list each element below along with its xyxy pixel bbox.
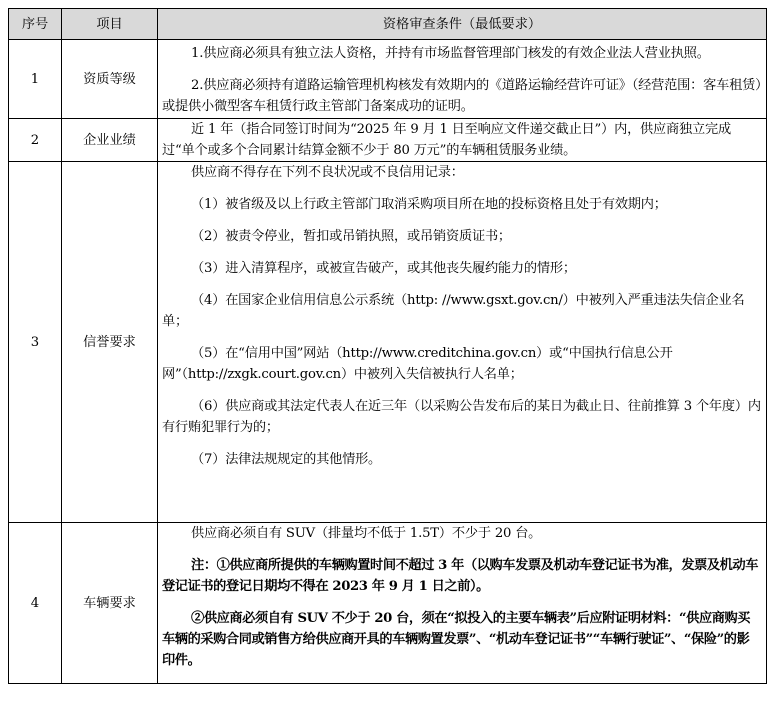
row-no: 4 — [9, 523, 62, 684]
row-no: 1 — [9, 40, 62, 119]
condition-paragraph: （4）在国家企业信用信息公示系统（http: //www.gsxt.gov.cn/）中被列入严重违法失信企业名单； — [162, 293, 745, 329]
row-conditions — [158, 162, 767, 523]
row-no: 3 — [9, 162, 62, 523]
row-item: 信誉要求 — [62, 162, 158, 523]
condition-paragraph: （2）被责令停业，暂扣或吊销执照，或吊销资质证书； — [191, 229, 511, 244]
table-row — [9, 119, 767, 162]
condition-note: 注：①供应商所提供的车辆购置时间不超过 3 年（以购车发票及机动车登记证书为准，发票及机动车登记证书的登记日期均不得在 2023 年 9 月 1 日之前）。 — [162, 558, 759, 594]
condition-paragraph: 近 1 年（指合同签订时间为“2025 年 9 月 1 日至响应文件递交截止日”）内，供应商独立完成过“单个或多个合同累计结算金额不少于 80 万元”的车辆租赁服务业绩。 — [162, 122, 731, 158]
condition-paragraph: 1.供应商必须具有独立法人资格，并持有市场监督管理部门核发的有效企业法人营业执照。 — [191, 46, 710, 61]
qualification-table — [8, 8, 767, 684]
row-conditions — [158, 523, 767, 684]
condition-paragraph: （3）进入清算程序，或被宣告破产，或其他丧失履约能力的情形； — [191, 261, 576, 276]
table-row — [9, 523, 767, 684]
header-row — [9, 9, 767, 40]
row-conditions — [158, 119, 767, 162]
condition-paragraph: （5）在“信用中国”网站（http://www.creditchina.gov.cn）或“中国执行信息公开网”（http://zxgk.court.gov.cn）中被列入失信被执行人名单； — [162, 346, 673, 382]
condition-paragraph: （7）法律法规规定的其他情形。 — [191, 452, 382, 467]
table-row — [9, 162, 767, 523]
condition-paragraph: （6）供应商或其法定代表人在近三年（以采购公告发布后的某日为截止日、往前推算 3 个年度）内有行贿犯罪行为的； — [162, 399, 761, 435]
condition-paragraph: （1）被省级及以上行政主管部门取消采购项目所在地的投标资格且处于有效期内； — [191, 197, 667, 212]
header-item: 项目 — [62, 9, 158, 40]
row-item: 企业业绩 — [62, 119, 158, 162]
row-conditions — [158, 40, 767, 119]
condition-paragraph: 2.供应商必须持有道路运输管理机构核发有效期内的《道路运输经营许可证》（经营范围：客车租赁）或提供小微型客车租赁行政主管部门备案成功的证明。 — [162, 78, 762, 114]
header-no: 序号 — [9, 9, 62, 40]
row-item: 车辆要求 — [62, 523, 158, 684]
table-row — [9, 40, 767, 119]
header-conditions: 资格审查条件（最低要求） — [158, 9, 767, 40]
condition-paragraph: 供应商必须自有 SUV（排量均不低于 1.5T）不少于 20 台。 — [191, 526, 542, 541]
condition-paragraph: 供应商不得存在下列不良状况或不良信用记录： — [191, 165, 464, 180]
condition-note: ②供应商必须自有 SUV 不少于 20 台，须在“拟投入的主要车辆表”后应附证明材料：“供应商购买车辆的采购合同或销售方给供应商开具的车辆购置发票”、“机动车登记证书”“车辆行驶证”、“保险”的影印件。 — [162, 611, 751, 668]
row-item: 资质等级 — [62, 40, 158, 119]
row-no: 2 — [9, 119, 62, 162]
